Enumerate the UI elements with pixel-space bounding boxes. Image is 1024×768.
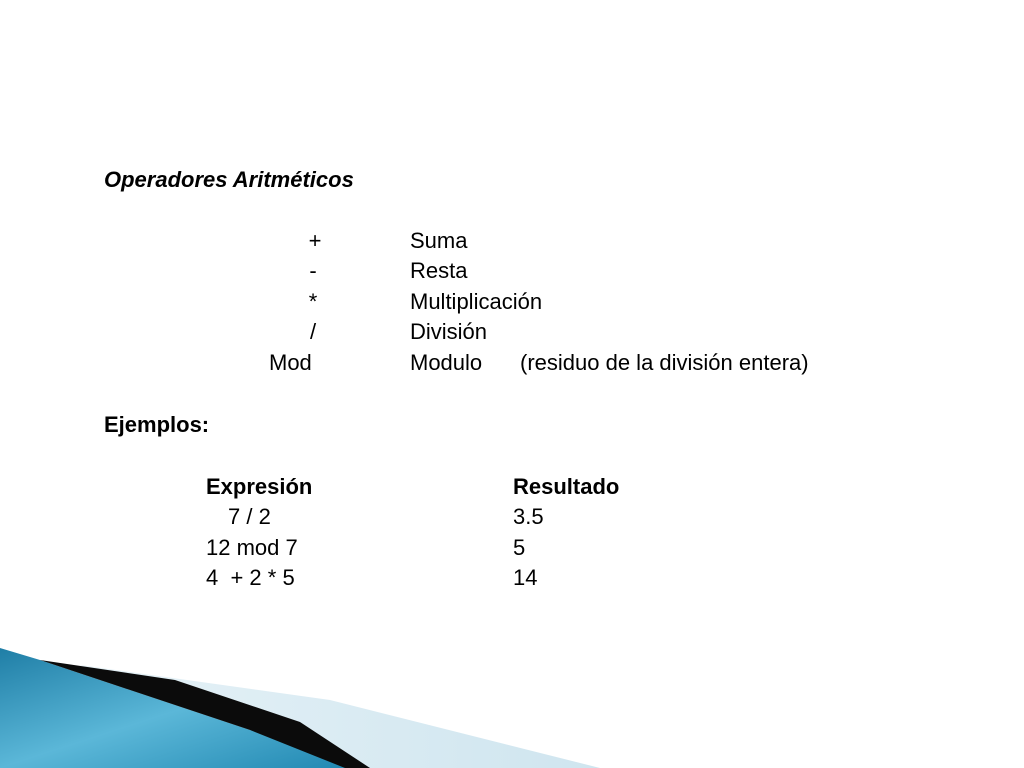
operator-symbol-times: * xyxy=(308,289,318,314)
example-expression-3: 4 + 2 * 5 xyxy=(206,565,295,590)
column-header-expression: Expresión xyxy=(206,474,313,499)
example-result-1: 3.5 xyxy=(513,504,544,529)
operator-symbol-plus: + xyxy=(308,228,322,253)
operator-name-multiplicacion: Multiplicación xyxy=(410,289,543,314)
example-result-3: 14 xyxy=(513,565,538,590)
operator-symbol-divide: / xyxy=(309,319,317,344)
column-header-result: Resultado xyxy=(513,474,620,499)
example-expression-1: 7 / 2 xyxy=(228,504,271,529)
slide-title: Operadores Aritméticos xyxy=(104,167,354,192)
example-expression-2: 12 mod 7 xyxy=(206,535,298,560)
examples-heading: Ejemplos: xyxy=(104,412,210,437)
operator-note-modulo: (residuo de la división entera) xyxy=(520,350,809,375)
example-result-2: 5 xyxy=(513,535,526,560)
operator-name-division: División xyxy=(410,319,488,344)
operator-symbol-mod: Mod xyxy=(269,350,312,375)
operator-symbol-minus: - xyxy=(309,258,317,283)
operator-name-modulo: Modulo xyxy=(410,350,483,375)
operator-name-resta: Resta xyxy=(410,258,468,283)
operator-name-suma: Suma xyxy=(410,228,468,253)
